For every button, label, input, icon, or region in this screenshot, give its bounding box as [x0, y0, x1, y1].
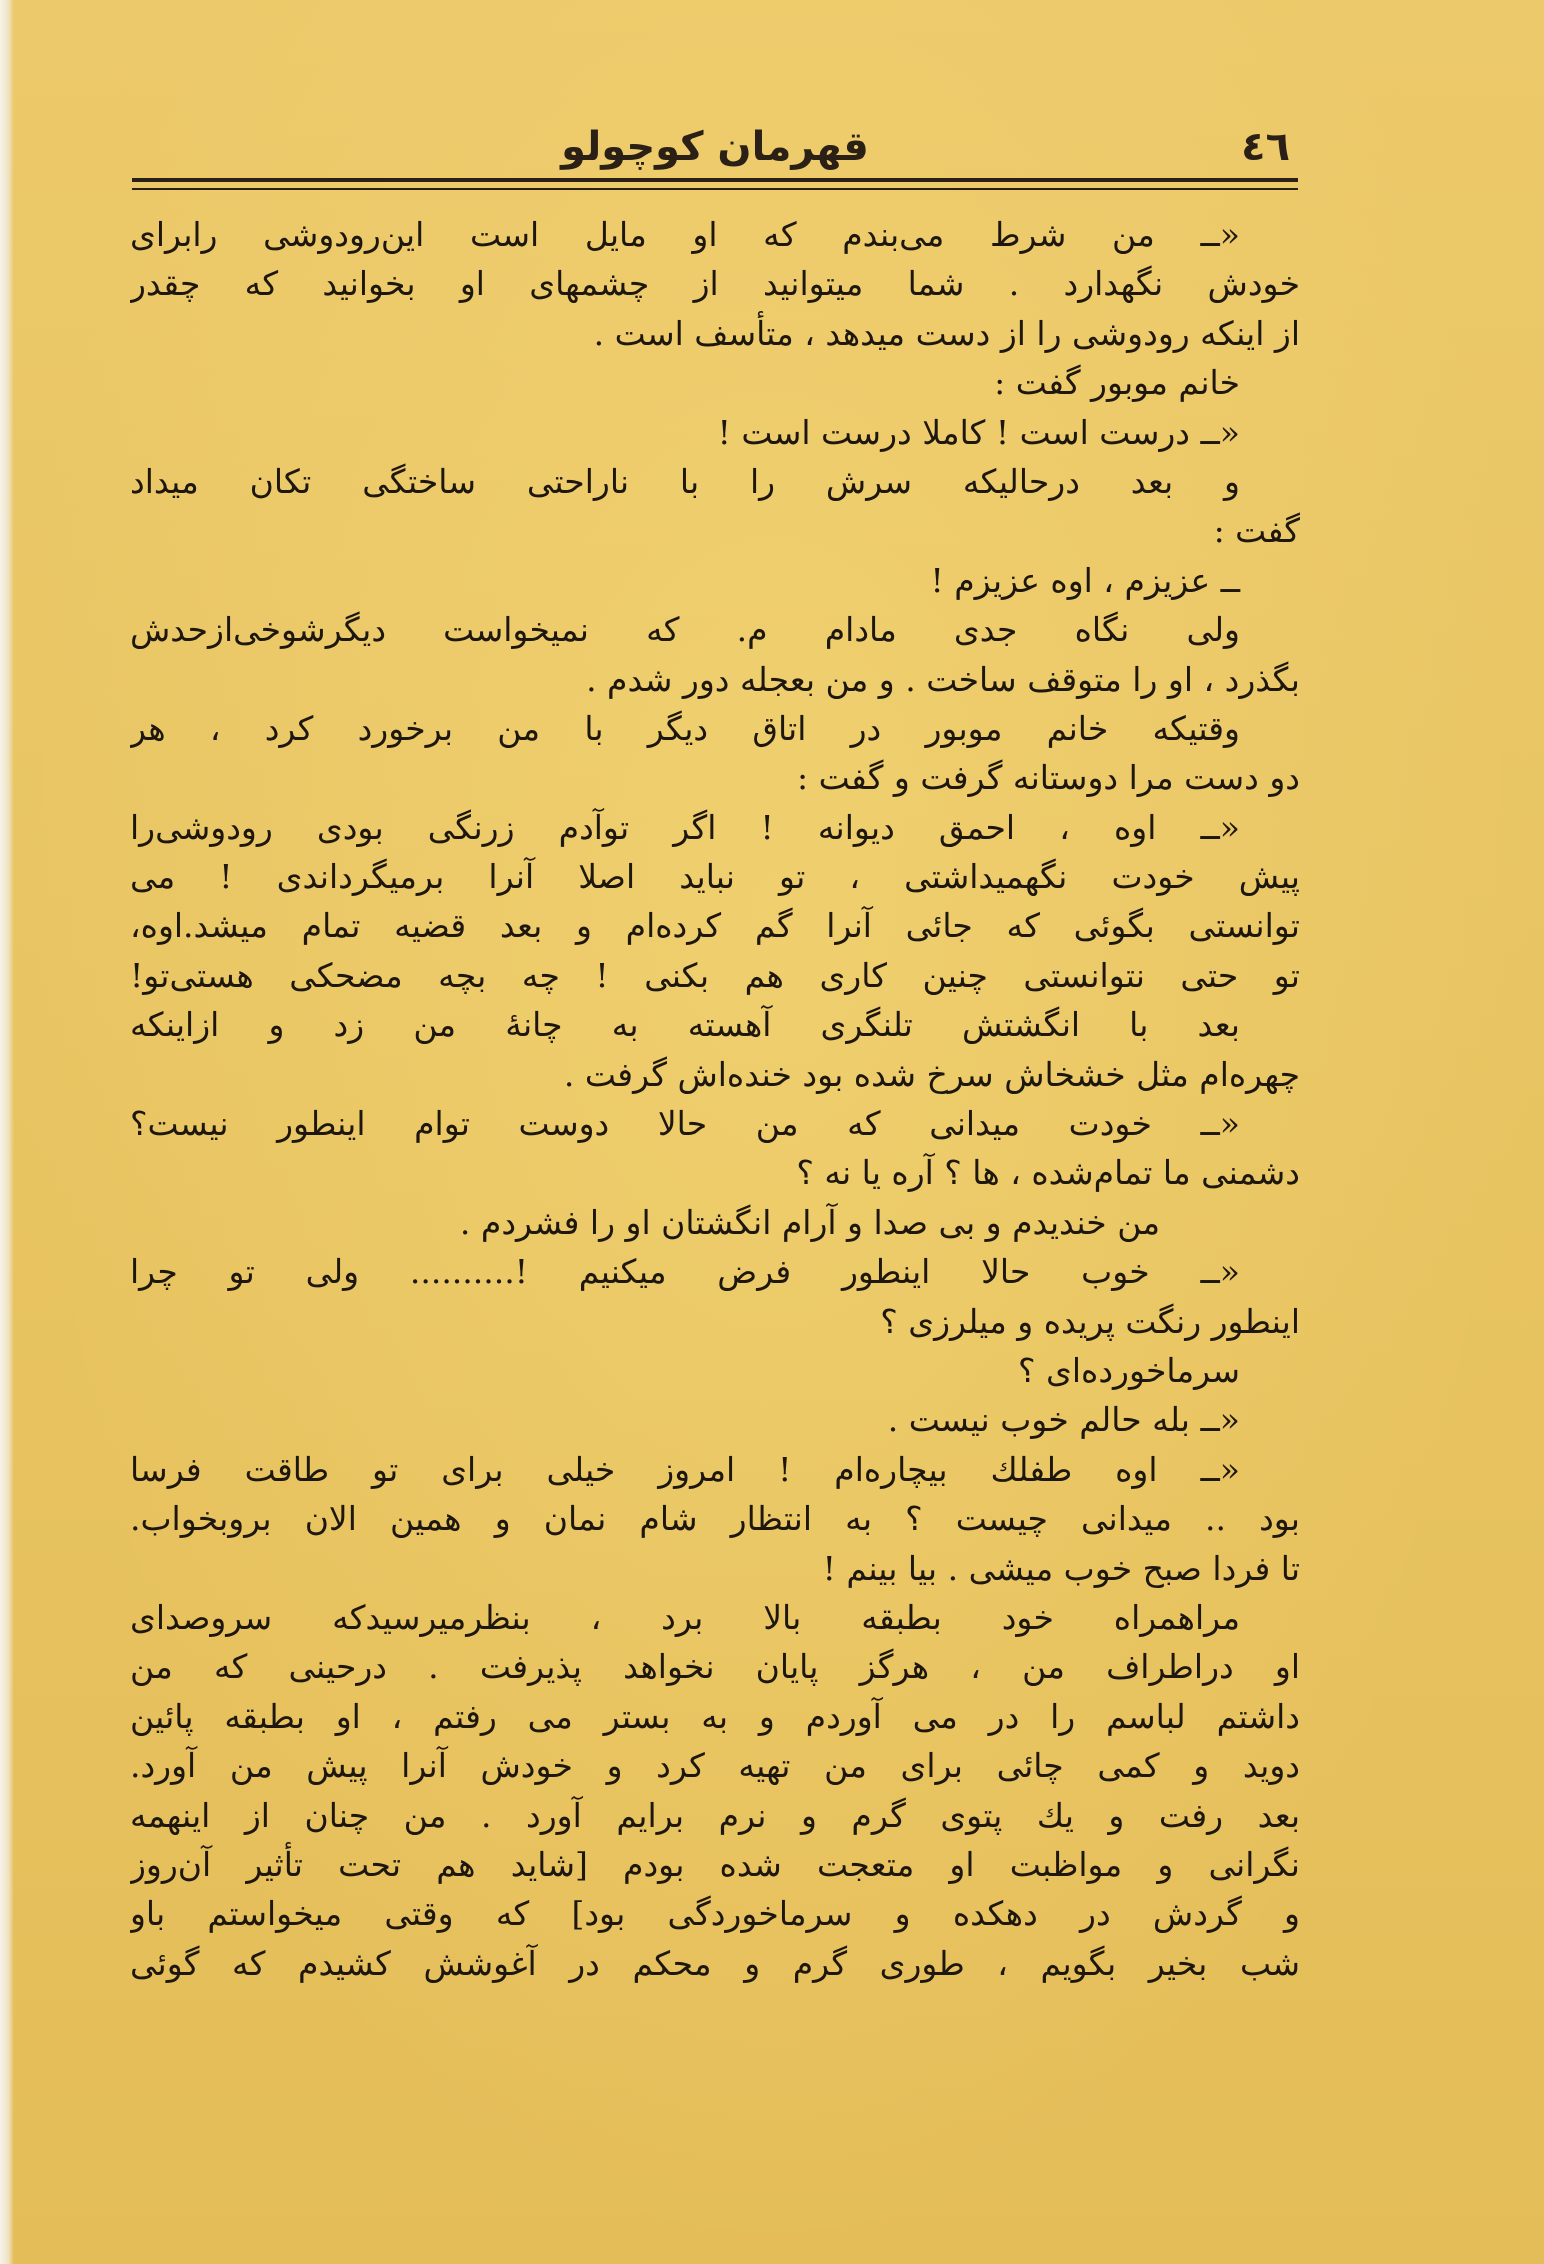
text-line: گفت :: [1213, 511, 1300, 551]
text-line: تا فردا صبح خوب میشی . بیا بینم !: [822, 1548, 1300, 1588]
text-line: او دراطراف من ، هرگز پایان نخواهد پذیرفت . درحینی که من: [130, 1647, 1300, 1687]
text-line: شب بخیر بگویم ، طوری گرم و محکم در آغوشش کشیدم که گوئی: [130, 1943, 1300, 1983]
page-number: ٤٦: [1241, 124, 1290, 170]
header-rule-thick: [132, 178, 1298, 182]
text-line: وقتیکه خانم موبور در اتاق دیگر با من برخورد کرد ، هر: [130, 708, 1240, 748]
running-title: قهرمان کوچولو: [561, 124, 869, 170]
text-line: سرماخورده‌ای ؟: [1018, 1350, 1240, 1390]
text-line: توانستی بگوئی که جائی آنرا گم کرده‌ام و بعد قضیه تمام میشد.اوه،: [130, 906, 1300, 946]
text-line: و گردش در دهکده و سرماخوردگی بود] که وقتی میخواستم باو: [130, 1894, 1300, 1934]
page-edge: [0, 0, 14, 2264]
text-line: پیش خودت نگهمیداشتی ، تو نباید اصلا آنرا برمیگرداندی ! می: [130, 857, 1300, 897]
text-line: بود .. میدانی چیست ؟ به انتظار شام نمان و همین الان بروبخواب.: [130, 1499, 1300, 1539]
text-line: دشمنی ما تمام‌شده ، ها ؟ آره یا نه ؟: [796, 1153, 1300, 1193]
text-line: تو حتی نتوانستی چنین کاری هم بکنی ! چه بچه مضحکی هستی‌تو!: [130, 955, 1300, 995]
text-line: و بعد درحالیکه سرش را با ناراحتی ساختگی تکان میداد: [130, 461, 1240, 501]
page-header: [130, 118, 1300, 178]
text-line: خانم موبور گفت :: [994, 363, 1240, 403]
text-line: دوید و کمی چائی برای من تهیه کرد و خودش آنرا پیش من آورد.: [130, 1746, 1300, 1786]
text-line: نگرانی و مواظبت او متعجت شده بودم [شاید هم تحت تأثیر آن‌روز: [130, 1844, 1300, 1884]
text-line: ولی نگاه جدی مادام م. که نمیخواست دیگرشوخی‌ازحدش: [130, 610, 1240, 650]
text-line: دو دست مرا دوستانه گرفت و گفت :: [797, 758, 1300, 798]
text-line: اینطور رنگت پریده و میلرزی ؟: [880, 1301, 1300, 1341]
text-line: مراهمراه خود بطبقه بالا برد ، بنظرمیرسیدکه سروصدای: [130, 1597, 1240, 1637]
body-text: [130, 210, 1300, 1988]
text-line: من خندیدم و بی صدا و آرام انگشتان او را فشردم .: [459, 1202, 1160, 1242]
text-line: بعد با انگشتش تلنگری آهسته به چانهٔ من زد و ازاینکه: [130, 1005, 1240, 1045]
text-line: «ــ خوب حالا اینطور فرض میکنیم !.......... ولی تو چرا: [130, 1252, 1240, 1292]
text-line: «ــ بله حالم خوب نیست .: [887, 1400, 1240, 1440]
text-line: داشتم لباسم را در می آوردم و به بستر می رفتم ، او بطبقه پائین: [130, 1696, 1300, 1736]
header-rule-thin: [132, 188, 1298, 190]
text-line: خودش نگهدارد . شما میتوانید از چشمهای او بخوانید که چقدر: [130, 264, 1300, 304]
text-line: «ــ من شرط می‌بندم که او مایل است این‌رودوشی رابرای: [130, 215, 1240, 254]
text-line: «ــ اوه ، احمق دیوانه ! اگر توآدم زرنگی بودی رودوشی‌را: [130, 807, 1240, 847]
text-line: بعد رفت و یك پتوی گرم و نرم برایم آورد . من چنان از اینهمه: [130, 1795, 1300, 1835]
text-line: چهره‌ام مثل خشخاش سرخ شده بود خنده‌اش گرفت .: [563, 1054, 1300, 1094]
text-line: «ــ درست است ! کاملا درست است !: [717, 412, 1240, 452]
text-line: «ــ اوه طفلك بیچاره‌ام ! امروز خیلی برای تو طاقت فرسا: [130, 1449, 1240, 1489]
text-line: ــ عزیزم ، اوه عزیزم !: [930, 560, 1240, 600]
text-line: بگذرد ، او را متوقف ساخت . و من بعجله دور شدم .: [586, 659, 1300, 699]
text-line: «ــ خودت میدانی که من حالا دوست توام اینطور نیست؟: [130, 1104, 1240, 1144]
text-line: از اینکه رودوشی را از دست میدهد ، متأسف است .: [593, 313, 1300, 353]
